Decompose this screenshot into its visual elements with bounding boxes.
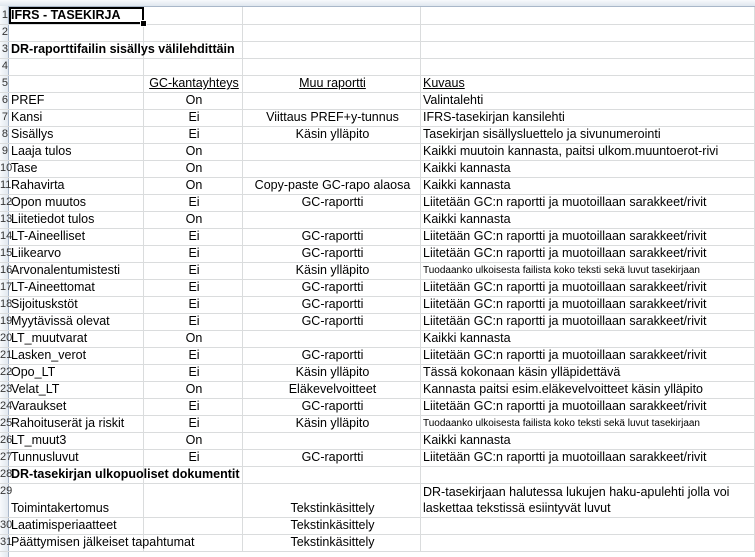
tab-name-cell[interactable]: Varaukset: [9, 398, 144, 415]
description-cell[interactable]: Liitetään GC:n raportti ja muotoillaan sarakkeet/rivit: [421, 228, 755, 245]
tab-name-cell[interactable]: Kansi: [9, 109, 144, 126]
sheet-row: [0, 160, 755, 178]
sheet-row: [0, 483, 755, 518]
row-number[interactable]: 14: [0, 230, 13, 242]
row-number[interactable]: 13: [0, 213, 13, 225]
row-number[interactable]: 16: [0, 264, 13, 276]
cell-col-1[interactable]: [144, 517, 243, 534]
row-number[interactable]: 27: [0, 451, 13, 463]
cell-col-1[interactable]: [144, 534, 243, 551]
description-cell[interactable]: Tasekirjan sisällysluettelo ja sivunumerointi: [421, 126, 755, 143]
tab-name-cell[interactable]: Rahavirta: [9, 177, 144, 194]
tab-name-cell[interactable]: LT_muutvarat: [9, 330, 144, 347]
sheet-row: [0, 415, 755, 433]
gc-connection-cell[interactable]: On: [144, 381, 243, 398]
row-number[interactable]: 18: [0, 298, 13, 310]
row-number[interactable]: 11: [0, 179, 12, 191]
document-name-cell[interactable]: Toimintakertomus: [9, 483, 144, 517]
gc-connection-cell[interactable]: Ei: [144, 313, 243, 330]
tab-name-cell[interactable]: PREF: [9, 92, 144, 109]
cell-col-1[interactable]: [144, 41, 243, 58]
cell-col-0[interactable]: [9, 24, 144, 41]
sheet-row: [0, 262, 755, 280]
sheet-title-cell[interactable]: IFRS - TASEKIRJA: [9, 7, 144, 24]
row-number[interactable]: 5: [1, 77, 8, 89]
row-number[interactable]: 2: [1, 26, 8, 38]
other-report-cell[interactable]: GC-raportti: [243, 228, 421, 245]
gc-connection-cell[interactable]: Ei: [144, 398, 243, 415]
cell-col-3[interactable]: [421, 24, 755, 41]
gc-connection-cell[interactable]: Ei: [144, 245, 243, 262]
description-cell[interactable]: Kaikki muutoin kannasta, paitsi ulkom.muuntoerot-rivi: [421, 143, 755, 160]
sheet-row: [0, 24, 755, 42]
tab-name-cell[interactable]: Liikearvo: [9, 245, 144, 262]
gc-connection-cell[interactable]: Ei: [144, 347, 243, 364]
other-report-cell[interactable]: Copy-paste GC-rapo alaosa: [243, 177, 421, 194]
row-number[interactable]: 10: [0, 162, 13, 174]
row-number[interactable]: 25: [0, 417, 13, 429]
cell-col-1[interactable]: [144, 466, 243, 483]
cell-col-2[interactable]: [243, 41, 421, 58]
cell-col-3[interactable]: [421, 534, 755, 551]
other-report-cell[interactable]: [243, 432, 421, 449]
description-cell[interactable]: Kaikki kannasta: [421, 330, 755, 347]
other-report-cell[interactable]: GC-raportti: [243, 449, 421, 466]
sheet-row: [0, 330, 755, 348]
cell-col-2[interactable]: [243, 58, 421, 75]
other-report-cell[interactable]: GC-raportti: [243, 347, 421, 364]
other-report-cell[interactable]: [243, 330, 421, 347]
row-number[interactable]: 6: [1, 94, 8, 106]
tab-name-cell[interactable]: Velat_LT: [9, 381, 144, 398]
sheet-row: [0, 347, 755, 365]
gc-connection-cell[interactable]: Ei: [144, 296, 243, 313]
sheet-row: [0, 92, 755, 110]
gc-connection-cell[interactable]: On: [144, 432, 243, 449]
other-report-cell[interactable]: Tekstinkäsittely: [243, 517, 421, 534]
row-number[interactable]: 15: [0, 247, 13, 259]
other-report-cell[interactable]: Käsin ylläpito: [243, 364, 421, 381]
gc-connection-cell[interactable]: On: [144, 211, 243, 228]
gc-connection-cell[interactable]: On: [144, 330, 243, 347]
description-cell[interactable]: Valintalehti: [421, 92, 755, 109]
other-report-cell[interactable]: [243, 211, 421, 228]
cell-col-1[interactable]: [144, 7, 243, 24]
cell-col-0[interactable]: [9, 58, 144, 75]
description-cell[interactable]: Tässä kokonaan käsin ylläpidettävä: [421, 364, 755, 381]
description-cell[interactable]: Tuodaanko ulkoisesta failista koko teksti sekä luvut tasekirjaan: [421, 262, 755, 279]
header-kuvaus-cell[interactable]: Kuvaus: [421, 75, 755, 92]
sheet-row: [0, 211, 755, 229]
row-number[interactable]: 12: [0, 196, 13, 208]
description-cell[interactable]: IFRS-tasekirjan kansilehti: [421, 109, 755, 126]
row-number[interactable]: 31: [0, 536, 13, 548]
row-number[interactable]: 1: [1, 9, 8, 21]
sheet-row: [0, 313, 755, 331]
description-cell[interactable]: Liitetään GC:n raportti ja muotoillaan sarakkeet/rivit: [421, 347, 755, 364]
tab-name-cell[interactable]: Tase: [9, 160, 144, 177]
description-cell[interactable]: DR-tasekirjaan halutessa lukujen haku-apulehti jolla voi laskettaa tekstissä esiintyvät luvut: [421, 483, 755, 517]
description-cell[interactable]: Kannasta paitsi esim.eläkevelvoitteet käsin ylläpito: [421, 381, 755, 398]
fill-handle[interactable]: [140, 20, 147, 27]
cell-col-3[interactable]: [421, 517, 755, 534]
sheet-row: [0, 58, 755, 76]
description-cell[interactable]: Kaikki kannasta: [421, 177, 755, 194]
other-report-cell[interactable]: Viittaus PREF+y-tunnus: [243, 109, 421, 126]
tab-name-cell[interactable]: Arvonalentumistesti: [9, 262, 144, 279]
other-report-cell[interactable]: Tekstinkäsittely: [243, 483, 421, 517]
other-report-cell[interactable]: GC-raportti: [243, 279, 421, 296]
sheet-row: [0, 41, 755, 59]
row-number[interactable]: 30: [0, 519, 13, 531]
other-report-cell[interactable]: [243, 143, 421, 160]
gc-connection-cell[interactable]: On: [144, 160, 243, 177]
other-report-cell[interactable]: GC-raportti: [243, 296, 421, 313]
tab-name-cell[interactable]: LT-Aineelliset: [9, 228, 144, 245]
other-report-cell[interactable]: GC-raportti: [243, 194, 421, 211]
gc-connection-cell[interactable]: Ei: [144, 194, 243, 211]
row-number[interactable]: 23: [0, 383, 13, 395]
other-report-cell[interactable]: [243, 92, 421, 109]
row-number[interactable]: 21: [0, 349, 13, 361]
row-number[interactable]: 19: [0, 315, 13, 327]
header-gc-cell[interactable]: GC-kantayhteys: [144, 75, 243, 92]
other-report-cell[interactable]: [243, 160, 421, 177]
gc-connection-cell[interactable]: Ei: [144, 262, 243, 279]
row-number[interactable]: 4: [1, 60, 8, 72]
cell-col-0[interactable]: [9, 75, 144, 92]
sheet-row: [0, 364, 755, 382]
gc-connection-cell[interactable]: On: [144, 92, 243, 109]
gc-connection-cell[interactable]: Ei: [144, 449, 243, 466]
sheet-row: [0, 449, 755, 467]
sheet-row: [0, 466, 755, 484]
other-report-cell[interactable]: GC-raportti: [243, 313, 421, 330]
gc-connection-cell[interactable]: Ei: [144, 279, 243, 296]
document-name-cell[interactable]: Päättymisen jälkeiset tapahtumat: [11, 535, 195, 549]
gc-connection-cell[interactable]: Ei: [144, 364, 243, 381]
row-number[interactable]: 26: [0, 434, 13, 446]
cell-col-1[interactable]: [144, 24, 243, 41]
gc-connection-cell[interactable]: Ei: [144, 109, 243, 126]
row-number[interactable]: 29: [0, 485, 13, 497]
tab-name-cell[interactable]: Liitetiedot tulos: [9, 211, 144, 228]
description-cell[interactable]: Liitetään GC:n raportti ja muotoillaan sarakkeet/rivit: [421, 245, 755, 262]
row-number[interactable]: 3: [1, 43, 8, 55]
gc-connection-cell[interactable]: On: [144, 143, 243, 160]
sheet-row: [0, 296, 755, 314]
other-report-cell[interactable]: Käsin ylläpito: [243, 262, 421, 279]
column-header-bar[interactable]: [0, 0, 755, 7]
row-number[interactable]: 24: [0, 400, 13, 412]
cell-col-3[interactable]: [421, 41, 755, 58]
other-report-cell[interactable]: Käsin ylläpito: [243, 415, 421, 432]
other-report-cell[interactable]: Käsin ylläpito: [243, 126, 421, 143]
tab-name-cell[interactable]: Opon muutos: [9, 194, 144, 211]
tab-name-cell[interactable]: Myytävissä olevat: [9, 313, 144, 330]
sheet-row: [0, 245, 755, 263]
sheet-row: [0, 126, 755, 144]
sheet-row: [0, 279, 755, 297]
cell-col-1[interactable]: [144, 58, 243, 75]
description-cell[interactable]: Tuodaanko ulkoisesta failista koko teksti sekä luvut tasekirjaan: [421, 415, 755, 432]
sheet-row: [0, 75, 755, 93]
active-cell-selection[interactable]: [9, 7, 144, 24]
other-report-cell[interactable]: Eläkevelvoitteet: [243, 381, 421, 398]
sheet-row: [0, 109, 755, 127]
sheet-row: [0, 534, 755, 552]
cell-col-3[interactable]: [421, 7, 755, 24]
row-number[interactable]: 20: [0, 332, 13, 344]
gc-connection-cell[interactable]: Ei: [144, 228, 243, 245]
description-cell[interactable]: Liitetään GC:n raportti ja muotoillaan sarakkeet/rivit: [421, 279, 755, 296]
document-name-cell[interactable]: Laatimisperiaatteet: [9, 517, 144, 534]
cell-col-2[interactable]: [243, 466, 421, 483]
other-report-cell[interactable]: Tekstinkäsittely: [243, 534, 421, 551]
description-cell[interactable]: Kaikki kannasta: [421, 160, 755, 177]
gc-connection-cell[interactable]: On: [144, 177, 243, 194]
header-muu-cell[interactable]: Muu raportti: [243, 75, 421, 92]
cell-col-1[interactable]: [144, 483, 243, 517]
gc-connection-cell[interactable]: Ei: [144, 126, 243, 143]
sheet-row: [0, 517, 755, 535]
tab-name-cell[interactable]: Sisällys: [9, 126, 144, 143]
sheet-row: [0, 432, 755, 450]
row-number[interactable]: 28: [0, 468, 13, 480]
tab-name-cell[interactable]: LT_muut3: [9, 432, 144, 449]
sheet-row: [0, 194, 755, 212]
section-heading-cell[interactable]: DR-raporttifailin sisällys välilehdittäin: [11, 42, 235, 56]
row-number[interactable]: 17: [0, 281, 13, 293]
description-cell[interactable]: Liitetään GC:n raportti ja muotoillaan sarakkeet/rivit: [421, 449, 755, 466]
description-cell[interactable]: Liitetään GC:n raportti ja muotoillaan sarakkeet/rivit: [421, 313, 755, 330]
row-number[interactable]: 7: [1, 111, 8, 123]
cell-col-3[interactable]: [421, 58, 755, 75]
tab-name-cell[interactable]: Tunnusluvut: [9, 449, 144, 466]
tab-name-cell[interactable]: Lasken_verot: [9, 347, 144, 364]
tab-name-cell[interactable]: LT-Aineettomat: [9, 279, 144, 296]
tab-name-cell[interactable]: Rahoituserät ja riskit: [9, 415, 144, 432]
cell-col-3[interactable]: [421, 466, 755, 483]
description-cell[interactable]: Liitetään GC:n raportti ja muotoillaan sarakkeet/rivit: [421, 398, 755, 415]
cell-col-2[interactable]: [243, 7, 421, 24]
sheet-row: [0, 228, 755, 246]
description-cell[interactable]: Liitetään GC:n raportti ja muotoillaan sarakkeet/rivit: [421, 296, 755, 313]
gc-connection-cell[interactable]: Ei: [144, 415, 243, 432]
other-report-cell[interactable]: GC-raportti: [243, 398, 421, 415]
tab-name-cell[interactable]: Opo_LT: [9, 364, 144, 381]
sheet-row: [0, 143, 755, 161]
other-report-cell[interactable]: GC-raportti: [243, 245, 421, 262]
description-cell[interactable]: Kaikki kannasta: [421, 432, 755, 449]
cell-col-2[interactable]: [243, 24, 421, 41]
description-cell[interactable]: Kaikki kannasta: [421, 211, 755, 228]
row-number[interactable]: 22: [0, 366, 13, 378]
row-number[interactable]: 9: [1, 145, 8, 157]
tab-name-cell[interactable]: Sijoituskstöt: [9, 296, 144, 313]
description-cell[interactable]: Liitetään GC:n raportti ja muotoillaan sarakkeet/rivit: [421, 194, 755, 211]
tab-name-cell[interactable]: Laaja tulos: [9, 143, 144, 160]
sheet-row: [0, 381, 755, 399]
sheet-row: [0, 177, 755, 195]
row-number[interactable]: 8: [1, 128, 8, 140]
sheet-row: [0, 398, 755, 416]
section-heading-cell[interactable]: DR-tasekirjan ulkopuoliset dokumentit: [11, 467, 240, 481]
